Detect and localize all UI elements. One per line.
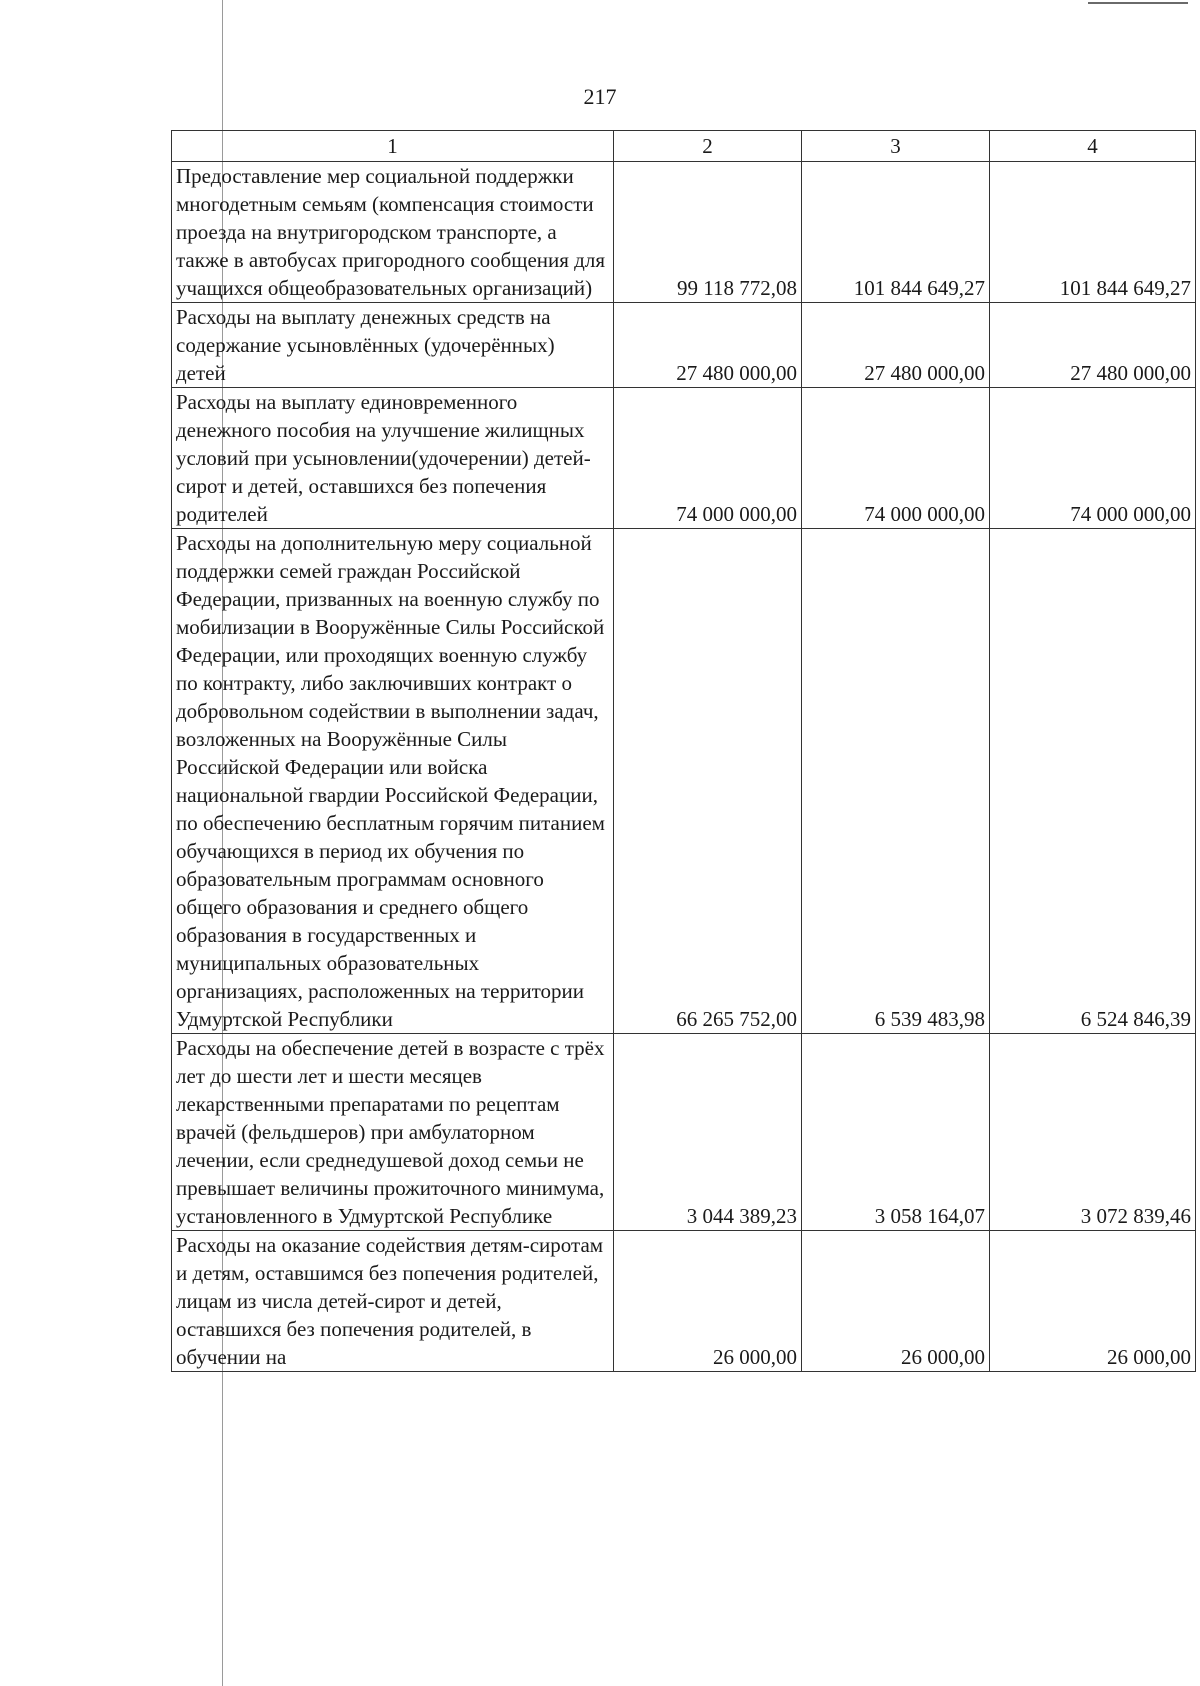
- row-value-col4: 3 072 839,46: [990, 1034, 1196, 1231]
- table-row: [172, 162, 1196, 303]
- row-description: Расходы на выплату денежных средств на содержание усыновлённых (удочерённых) детей: [172, 303, 614, 388]
- table-row: [172, 388, 1196, 529]
- row-value-col3: 6 539 483,98: [802, 529, 990, 1034]
- row-value-col2: 99 118 772,08: [614, 162, 802, 303]
- row-value-col2: 27 480 000,00: [614, 303, 802, 388]
- row-description: Расходы на обеспечение детей в возрасте с трёх лет до шести лет и шести месяцев лекарственными препаратами по рецептам врачей (фельдшеров) при амбулаторном лечении, если среднедушевой доход семьи не превышает величины прожиточного минимума, установленного в Удмуртской Республике: [172, 1034, 614, 1231]
- row-value-col4: 27 480 000,00: [990, 303, 1196, 388]
- row-value-col4: 74 000 000,00: [990, 388, 1196, 529]
- row-value-col3: 26 000,00: [802, 1231, 990, 1372]
- column-header-2: 2: [614, 131, 802, 162]
- row-value-col4: 101 844 649,27: [990, 162, 1196, 303]
- row-value-col2: 3 044 389,23: [614, 1034, 802, 1231]
- row-value-col3: 27 480 000,00: [802, 303, 990, 388]
- table-row: [172, 1231, 1196, 1372]
- row-value-col2: 74 000 000,00: [614, 388, 802, 529]
- row-description: Расходы на дополнительную меру социальной поддержки семей граждан Российской Федерации, призванных на военную службу по мобилизации в Вооружённые Силы Российской Федерации, или проходящих военную службу по контракту, либо заключивших контракт о добровольном содействии в выполнении задач, возложенных на Вооружённые Силы Российской Федерации или войска национальной гвардии Российской Федерации, по обеспечению бесплатным горячим питанием обучающихся в период их обучения по образовательным программам основного общего образования и среднего общего образования в государственных и муниципальных образовательных организациях, расположенных на территории Удмуртской Республики: [172, 529, 614, 1034]
- row-value-col3: 74 000 000,00: [802, 388, 990, 529]
- budget-table: [171, 130, 1196, 1372]
- row-value-col2: 26 000,00: [614, 1231, 802, 1372]
- column-header-3: 3: [802, 131, 990, 162]
- row-value-col3: 101 844 649,27: [802, 162, 990, 303]
- row-value-col3: 3 058 164,07: [802, 1034, 990, 1231]
- page-number: 217: [583, 84, 617, 109]
- row-description: Расходы на выплату единовременного денежного пособия на улучшение жилищных условий при усыновлении(удочерении) детей-сирот и детей, оставшихся без попечения родителей: [172, 388, 614, 529]
- table-row: [172, 303, 1196, 388]
- table-row: [172, 1034, 1196, 1231]
- row-value-col4: 26 000,00: [990, 1231, 1196, 1372]
- table-header-row: [172, 131, 1196, 162]
- table-row: [172, 529, 1196, 1034]
- column-header-1: 1: [172, 131, 614, 162]
- row-value-col2: 66 265 752,00: [614, 529, 802, 1034]
- scan-artifact-top-line: [1088, 2, 1188, 4]
- column-header-4: 4: [990, 131, 1196, 162]
- row-description: Расходы на оказание содействия детям-сиротам и детям, оставшимся без попечения родителей, лицам из числа детей-сирот и детей, оставшихся без попечения родителей, в обучении на: [172, 1231, 614, 1372]
- row-description: Предоставление мер социальной поддержки многодетным семьям (компенсация стоимости проезда на внутригородском транспорте, а также в автобусах пригородного сообщения для учащихся общеобразовательных организаций): [172, 162, 614, 303]
- row-value-col4: 6 524 846,39: [990, 529, 1196, 1034]
